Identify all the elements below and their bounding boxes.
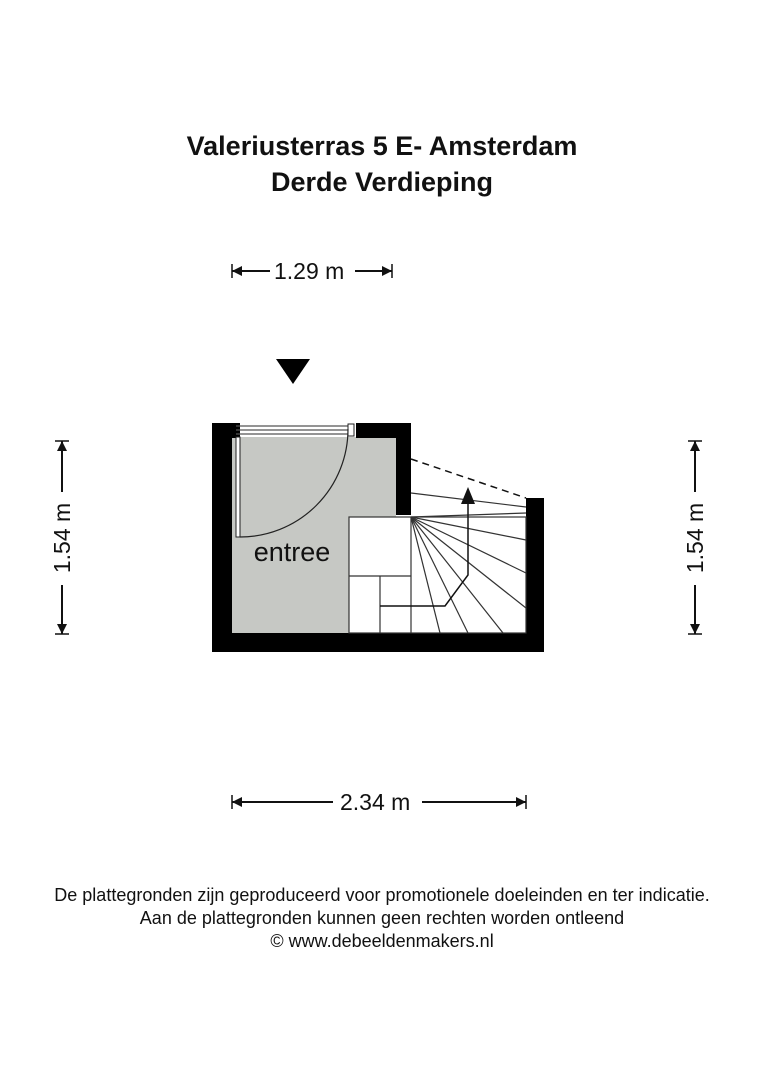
floor-subtitle: Derde Verdieping [270, 167, 494, 197]
entrance-room-label: entree [253, 537, 331, 567]
disclaimer-line-2: Aan de plattegronden kunnen geen rechten worden ontleend [139, 908, 625, 928]
copyright-link[interactable]: © www.debeeldenmakers.nl [270, 931, 494, 951]
plan-title: Valeriusterras 5 E- Amsterdam [186, 131, 578, 161]
right-dimension-label: 1.54 m [682, 502, 708, 574]
bottom-dimension-label: 2.34 m [340, 789, 411, 815]
top-dimension-label: 1.29 m [274, 258, 345, 284]
disclaimer-line-1: De plattegronden zijn geproduceerd voor promotionele doeleinden en ter indicatie. [54, 885, 710, 905]
door-frame [236, 426, 354, 434]
entrance-arrow-icon [276, 359, 310, 384]
left-dimension-label: 1.54 m [49, 502, 75, 574]
door-leaf [236, 437, 240, 537]
